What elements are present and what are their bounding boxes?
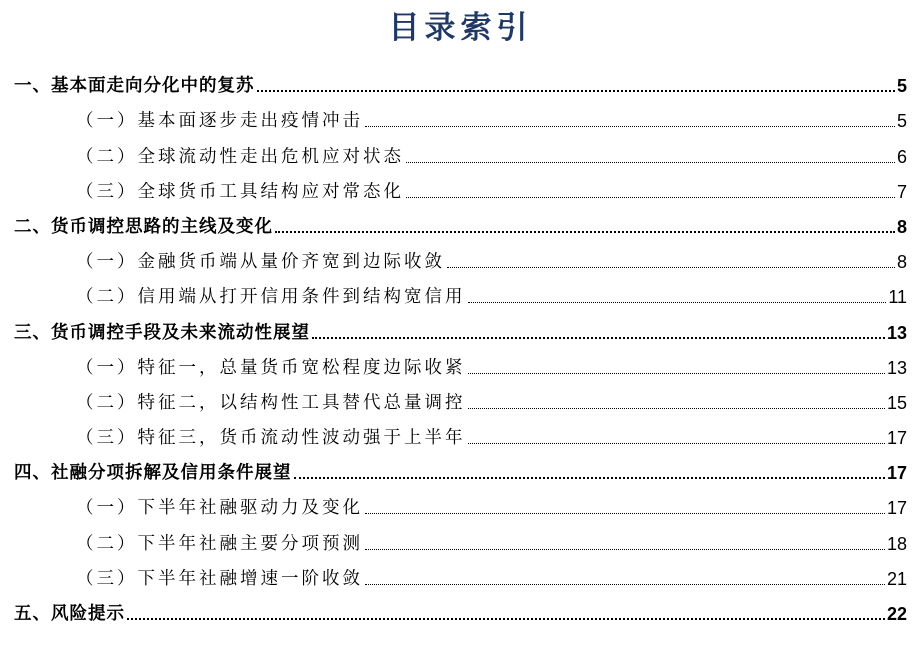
toc-page-number: 15	[886, 392, 907, 413]
toc-entry-label: （二）下半年社融主要分项预测	[76, 533, 363, 554]
toc-subsection-entry[interactable]	[14, 99, 907, 134]
page-title: 目录索引	[388, 10, 533, 46]
toc-page-number: 17	[886, 428, 907, 449]
toc-entry-label: 五、风险提示	[14, 604, 125, 624]
toc-entry-label: 二、货币调控思路的主线及变化	[14, 216, 273, 237]
dot-leader	[468, 302, 887, 303]
toc-page-number: 21	[886, 568, 907, 589]
toc-page-number: 13	[886, 322, 907, 343]
toc-entry-label: （一）特征一，总量货币宽松程度边际收紧	[76, 357, 466, 378]
toc-subsection-entry[interactable]	[14, 486, 907, 521]
toc-subsection-entry[interactable]	[14, 170, 907, 205]
toc-entry-label: （二）特征二，以结构性工具替代总量调控	[76, 392, 466, 413]
toc-subsection-entry[interactable]	[14, 381, 907, 416]
toc-entry-label: （三）全球货币工具结构应对常态化	[76, 181, 404, 202]
toc-page-number: 5	[896, 76, 907, 97]
toc-subsection-entry[interactable]	[14, 557, 907, 592]
dot-leader	[468, 373, 885, 374]
toc-page-number: 6	[896, 146, 907, 167]
toc-entry-label: 三、货币调控手段及未来流动性展望	[14, 322, 310, 343]
toc-subsection-entry[interactable]	[14, 346, 907, 381]
dot-leader	[294, 477, 885, 479]
toc-entry-label: 一、基本面走向分化中的复苏	[14, 76, 255, 97]
toc-section-entry[interactable]	[14, 310, 907, 345]
dot-leader	[365, 584, 885, 585]
toc-page-number: 5	[896, 111, 907, 132]
toc-entry-label: （三）特征三，货币流动性波动强于上半年	[76, 428, 466, 449]
dot-leader	[447, 267, 895, 268]
dot-leader	[406, 162, 895, 163]
toc-entry-label: （一）基本面逐步走出疫情冲击	[76, 111, 363, 132]
toc-entry-label: 四、社融分项拆解及信用条件展望	[14, 463, 292, 484]
dot-leader	[365, 513, 885, 514]
toc-page-number: 7	[896, 181, 907, 202]
toc-entry-label: （三）下半年社融增速一阶收敛	[76, 568, 363, 589]
toc-subsection-entry[interactable]	[14, 416, 907, 451]
dot-leader	[468, 443, 885, 444]
toc-section-entry[interactable]	[14, 64, 907, 99]
toc-section-entry[interactable]	[14, 451, 907, 486]
toc-subsection-entry[interactable]	[14, 134, 907, 169]
toc-page-number: 18	[886, 533, 907, 554]
toc-page-number: 17	[886, 463, 907, 484]
toc-entry-label: （二）全球流动性走出危机应对状态	[76, 146, 404, 167]
toc-page-number: 8	[896, 216, 907, 237]
table-of-contents	[14, 64, 907, 627]
toc-page-number: 13	[886, 357, 907, 378]
toc-subsection-entry[interactable]	[14, 521, 907, 556]
toc-page-number: 17	[886, 498, 907, 519]
dot-leader	[257, 90, 895, 92]
toc-page-number: 22	[886, 604, 907, 624]
dot-leader	[365, 126, 895, 127]
dot-leader	[406, 197, 895, 198]
toc-entry-label: （一）金融货币端从量价齐宽到边际收敛	[76, 252, 445, 273]
toc-section-entry[interactable]	[14, 205, 907, 240]
dot-leader	[275, 231, 895, 233]
dot-leader	[127, 618, 885, 620]
toc-page-number: 8	[896, 252, 907, 273]
toc-entry-label: （一）下半年社融驱动力及变化	[76, 498, 363, 519]
dot-leader	[312, 337, 885, 339]
toc-entry-label: （二）信用端从打开信用条件到结构宽信用	[76, 287, 466, 308]
dot-leader	[365, 549, 885, 550]
toc-section-entry[interactable]	[14, 592, 907, 627]
toc-page-number: 11	[888, 287, 907, 308]
toc-subsection-entry[interactable]	[14, 275, 907, 310]
dot-leader	[468, 408, 885, 409]
toc-subsection-entry[interactable]	[14, 240, 907, 275]
